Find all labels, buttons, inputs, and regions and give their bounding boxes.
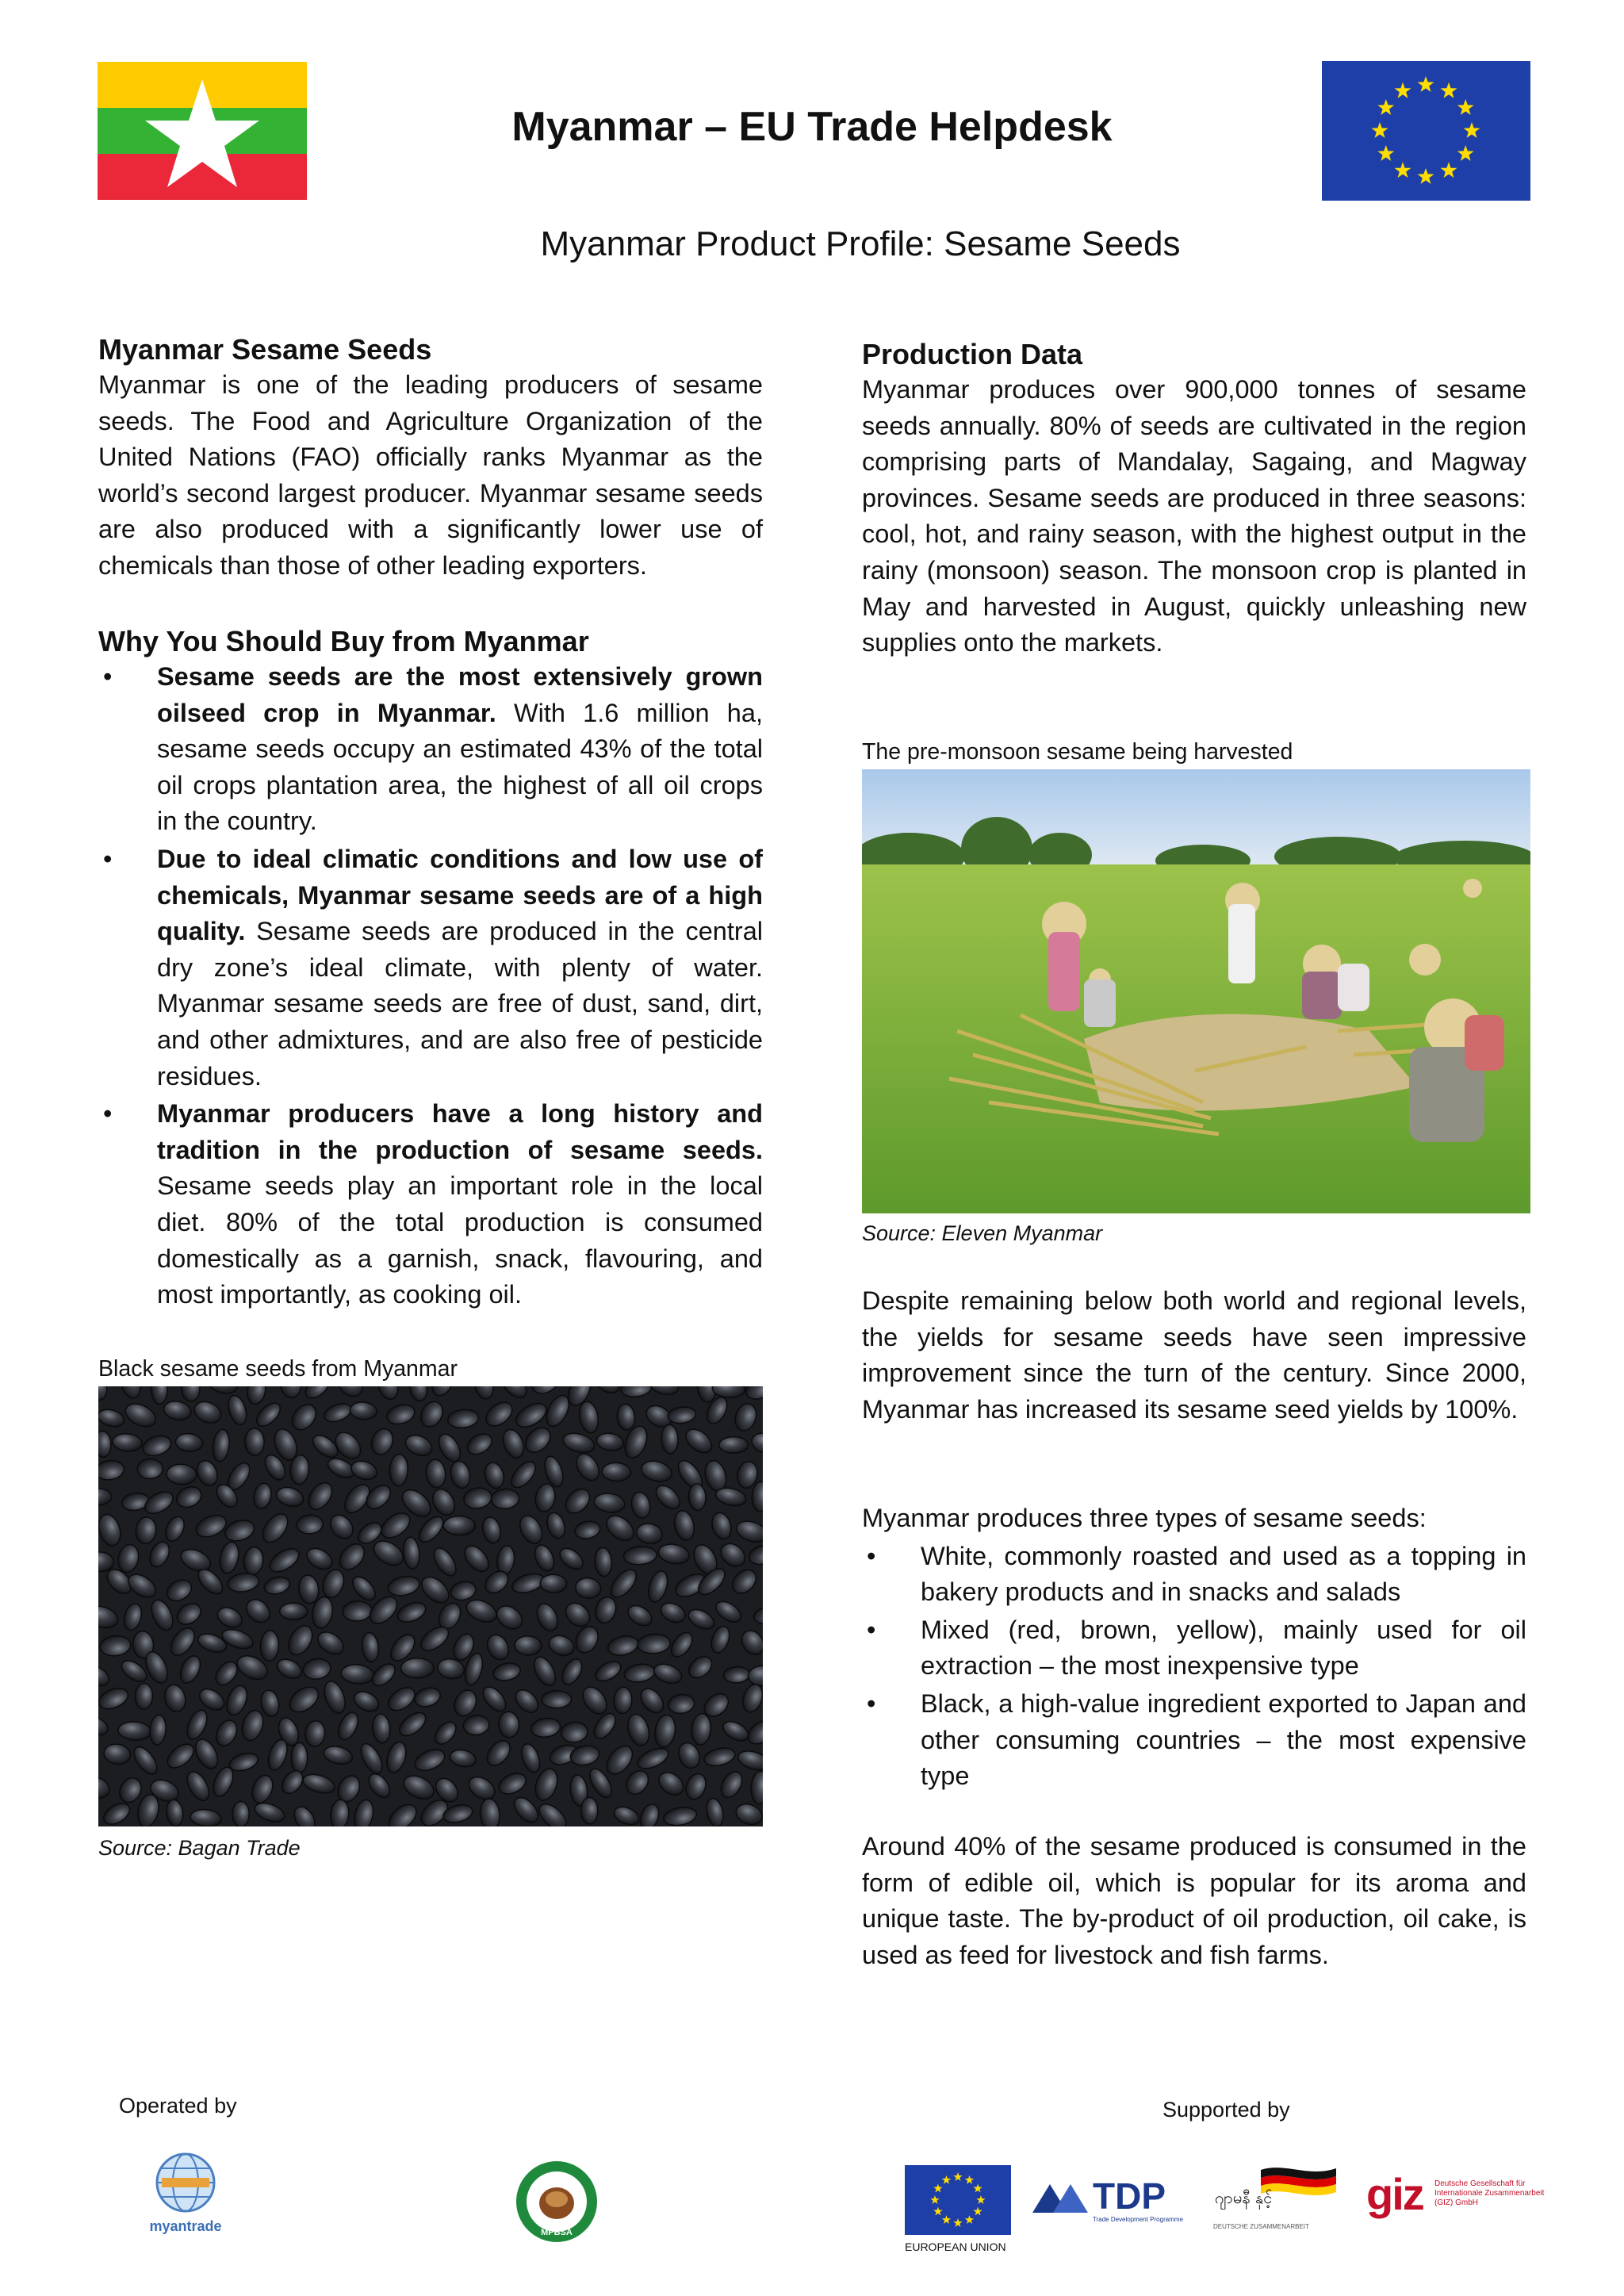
bullet-text: Black, a high-value ingredient exported to Japan and other consuming countries – the most expensive type — [921, 1688, 1526, 1791]
operated-by-label: Operated by — [119, 2094, 237, 2118]
list-item — [862, 1686, 1526, 1795]
bullet-text: Sesame seeds are produced in the central dry zone’s ideal climate, with plenty of water. Myanmar sesame seeds are free of dust, sand, dirt, and other admixtures, and are also free of pesticide residues. — [157, 917, 763, 1091]
bullet-icon: • — [867, 1541, 876, 1570]
list-item — [862, 1539, 1526, 1611]
sesame-seed — [401, 1658, 435, 1678]
section-heading: Production Data — [862, 338, 1083, 370]
section-edible-oil — [862, 1829, 1526, 1973]
types-intro: Myanmar produces three types of sesame seeds: — [862, 1504, 1427, 1532]
bullet-icon: • — [103, 1099, 113, 1129]
giz-logo-text: giz — [1366, 2169, 1423, 2219]
giz-logo-subtext: Deutsche Gesellschaft für Internationale Zusammenarbeit (GIZ) GmbH — [1434, 2179, 1545, 2207]
sesame-seed — [232, 1801, 249, 1826]
sesame-seed — [137, 1458, 163, 1479]
list-item — [862, 1612, 1526, 1685]
bullet-bold-text: Due to ideal climatic conditions and low use of chemicals, Myanmar sesame seeds are of a high quality. — [157, 844, 763, 946]
mpbsa-logo — [515, 2160, 599, 2244]
globe-icon — [146, 2151, 225, 2214]
sesame-seed — [244, 1428, 264, 1456]
list-item — [98, 841, 763, 1094]
sesame-harvest-photo — [862, 769, 1530, 1213]
section-body: Myanmar produces over 900,000 tonnes of sesame seeds annually. 80% of seeds are cultivated in the region comprising parts of Mandalay, Sagaing, and Magway provinces. Sesame seeds are produced in three seasons: cool, hot, and rainy season, with the highest output in the rainy (monsoon) season. The monsoon crop is planted in May and harvested in August, quickly unleashing new supplies onto the markets. — [862, 375, 1526, 657]
tdp-triangles-icon — [1032, 2178, 1088, 2217]
mpbsa-logo-text: MPBSA — [541, 2228, 573, 2237]
bullet-icon: • — [103, 662, 113, 691]
bullet-text: With 1.6 million ha, sesame seeds occupy an estimated 43% of the total oil crops plantation area, the highest of all oil crops in the country. — [157, 698, 763, 836]
bullet-icon: • — [867, 1688, 876, 1718]
page-title: Myanmar – EU Trade Helpdesk — [511, 104, 1113, 150]
tdp-logo-subtext: Trade Development Programme — [1093, 2216, 1183, 2223]
flags-wave-icon — [1213, 2162, 1340, 2210]
section-body: Myanmar is one of the leading producers of sesame seeds. The Food and Agriculture Organization of the United Nations (FAO) officially ranks Myanmar as the world’s second largest producer. Myanmar sesame seeds are also produced with a significantly lower use of chemicals than those of other leading exporters. — [98, 370, 763, 580]
sesame-seed — [135, 1683, 153, 1709]
de-mm-cooperation-logo — [1213, 2162, 1340, 2233]
section-heading: Why You Should Buy from Myanmar — [98, 625, 589, 657]
sesame-seed — [291, 1742, 307, 1773]
eu-flag-small-icon — [905, 2165, 1011, 2235]
bullet-text: Mixed (red, brown, yellow), mainly used for oil extraction – the most inexpensive type — [921, 1615, 1526, 1681]
sesame-seed — [280, 1603, 308, 1620]
eu-logo-text: EUROPEAN UNION — [905, 2240, 1006, 2253]
list-item — [98, 659, 763, 840]
page-subtitle: Myanmar Product Profile: Sesame Seeds — [540, 224, 1181, 263]
bullet-bold-text: Myanmar producers have a long history and tradition in the production of sesame seeds. — [157, 1099, 763, 1164]
bullet-icon: • — [103, 844, 113, 873]
section-production-data — [862, 336, 1526, 661]
section-heading: Myanmar Sesame Seeds — [98, 333, 432, 366]
supported-by-label: Supported by — [1162, 2098, 1290, 2122]
eu-logo — [905, 2165, 1011, 2253]
sesame-seed — [581, 1797, 598, 1824]
bullet-text: Sesame seeds play an important role in the local diet. 80% of the total production is consumed domestically as a garnish, snack, flavouring, and most importantly, as cooking oil. — [157, 1171, 763, 1309]
section-types — [862, 1501, 1526, 1795]
bullet-bold-text: Sesame seeds are the most extensively grown oilseed crop in Myanmar. — [157, 662, 763, 727]
myantrade-logo-text: myantrade — [149, 2218, 222, 2234]
bullet-text: White, commonly roasted and used as a topping in bakery products and in snacks and salads — [921, 1541, 1526, 1607]
section-body: Despite remaining below both world and regional levels, the yields for sesame seeds have seen impressive improvement since the turn of the century. Since 2000, Myanmar has increased its sesame seed yields by 100%. — [862, 1286, 1526, 1424]
bullet-icon: • — [867, 1615, 876, 1644]
svg-text:ဂျာမနီ နှင့်: ဂျာမနီ နှင့် — [1215, 2188, 1273, 2207]
section-myanmar-sesame — [98, 332, 763, 585]
giz-logo — [1366, 2169, 1557, 2229]
section-why-buy — [98, 623, 763, 1313]
sesame-seed — [443, 1516, 476, 1535]
section-body: Around 40% of the sesame produced is consumed in the form of edible oil, which is popular for its aroma and unique taste. The by-product of oil production, oil cake, is used as feed for livestock and fish farms. — [862, 1832, 1526, 1969]
myantrade-logo — [146, 2151, 225, 2238]
image-source: Source: Eleven Myanmar — [862, 1221, 1103, 1245]
image-caption: Black sesame seeds from Myanmar — [98, 1356, 458, 1382]
list-item — [98, 1096, 763, 1313]
tdp-logo — [1032, 2175, 1191, 2230]
sesame-seed — [688, 1484, 707, 1511]
black-sesame-seeds-photo — [98, 1386, 763, 1826]
image-caption: The pre-monsoon sesame being harvested — [862, 739, 1293, 765]
tdp-logo-text: TDP — [1093, 2175, 1166, 2217]
sesame-seed — [719, 1437, 749, 1454]
section-yields — [862, 1283, 1526, 1428]
de-mm-logo-subtext: DEUTSCHE ZUSAMMENARBEIT — [1213, 2223, 1309, 2230]
image-source: Source: Bagan Trade — [98, 1836, 301, 1860]
sesame-seed — [542, 1690, 572, 1708]
sesame-seed — [540, 1574, 567, 1593]
